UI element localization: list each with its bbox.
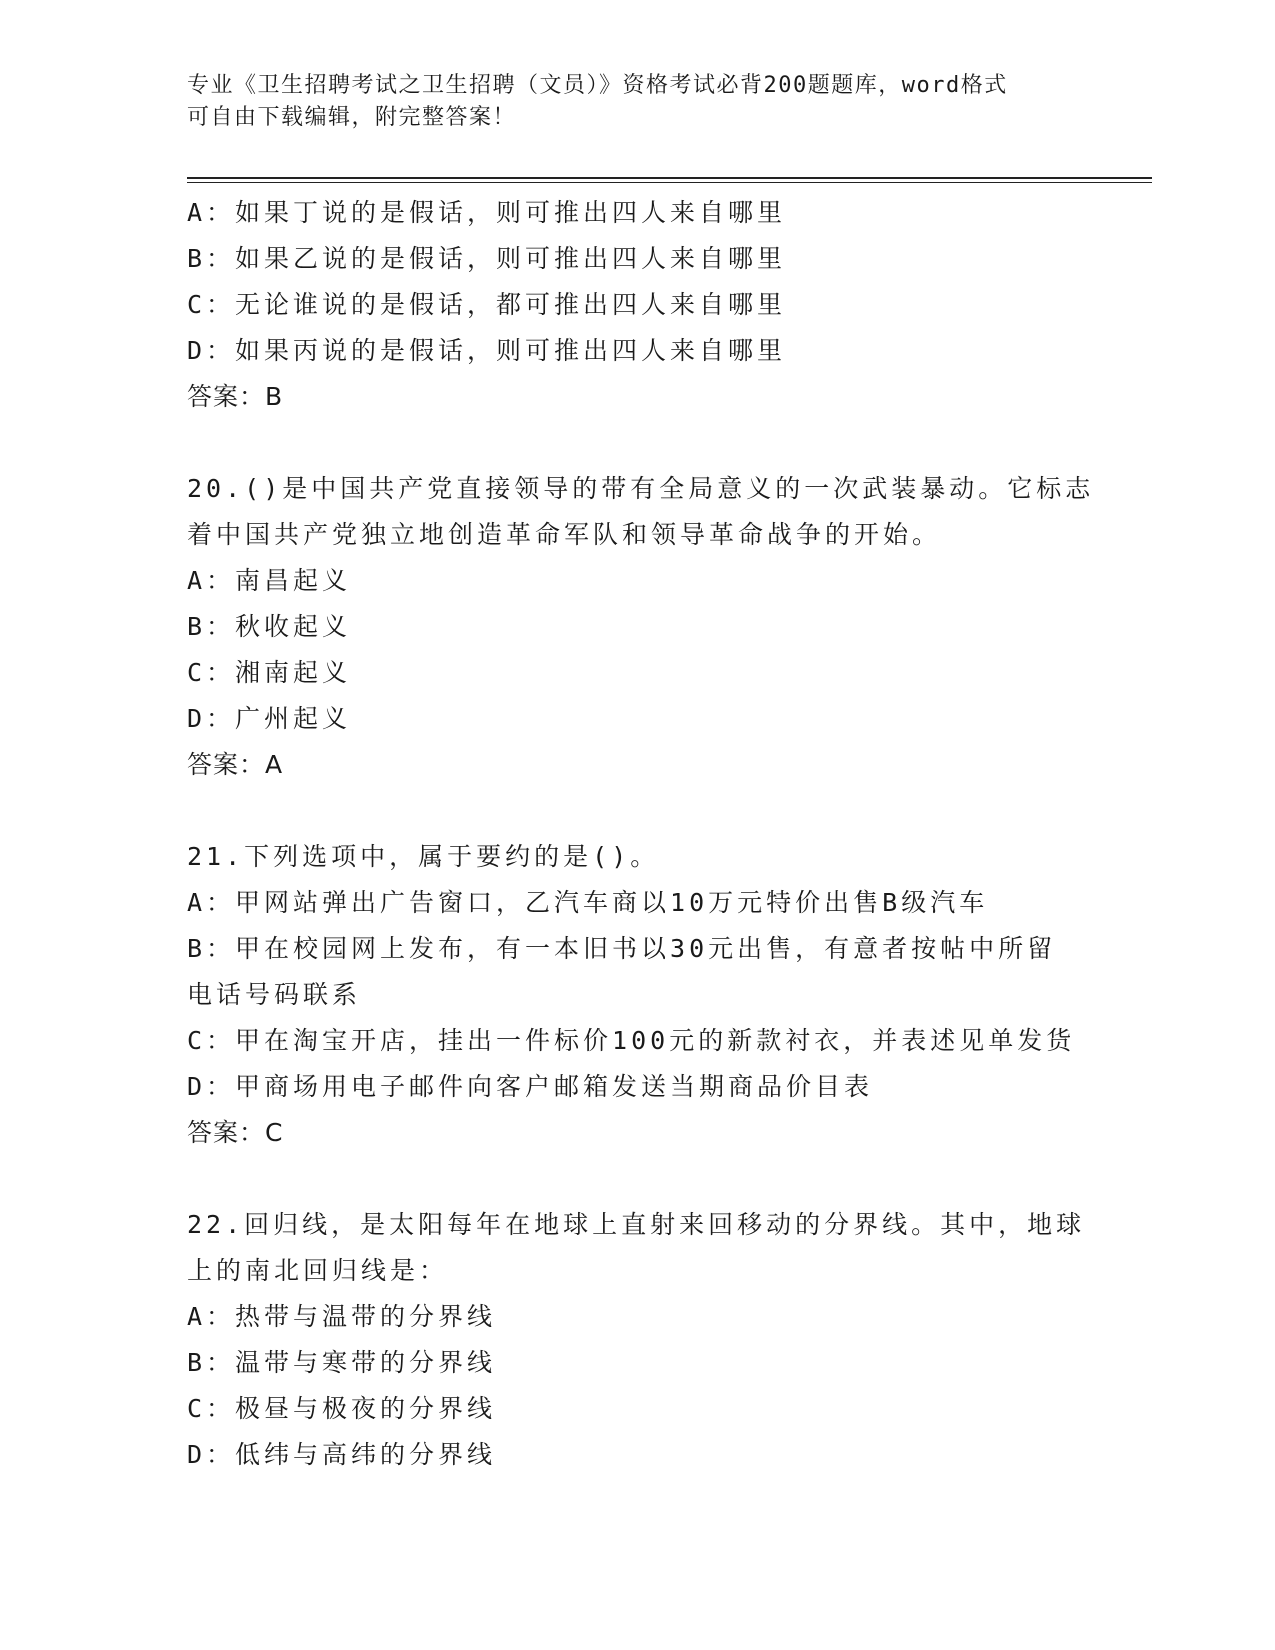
question-text: 着中国共产党独立地创造革命军队和领导革命战争的开始。: [187, 520, 942, 549]
question-list: [187, 190, 1095, 1478]
spacer: [187, 788, 1087, 834]
page-header: [187, 70, 1087, 134]
answer-line: 答案：B: [187, 382, 284, 411]
answer-line: 答案：A: [187, 750, 284, 779]
question-text: 21.下列选项中，属于要约的是()。: [187, 842, 660, 871]
question-block: [187, 1202, 1087, 1478]
question-text: 上的南北回归线是：: [187, 1256, 449, 1285]
header-divider-thin: [187, 182, 1152, 183]
option-line: B：甲在校园网上发布，有一本旧书以30元出售，有意者按帖中所留: [187, 934, 1057, 963]
question-text: 22.回归线，是太阳每年在地球上直射来回移动的分界线。其中，地球: [187, 1210, 1086, 1239]
spacer: [187, 1156, 1087, 1202]
spacer: [187, 420, 1087, 466]
option-line: 电话号码联系: [187, 980, 362, 1009]
question-block: [187, 466, 1095, 788]
option-line: A：如果丁说的是假话，则可推出四人来自哪里: [187, 198, 787, 227]
option-line: C：无论谁说的是假话，都可推出四人来自哪里: [187, 290, 787, 319]
option-line: A：甲网站弹出广告窗口，乙汽车商以10万元特价出售B级汽车: [187, 888, 989, 917]
question-block: [187, 834, 1087, 1156]
option-line: D：甲商场用电子邮件向客户邮箱发送当期商品价目表: [187, 1072, 874, 1101]
option-line: D：低纬与高纬的分界线: [187, 1440, 497, 1469]
option-line: D：如果丙说的是假话，则可推出四人来自哪里: [187, 336, 787, 365]
option-line: C：湘南起义: [187, 658, 352, 687]
option-line: A：南昌起义: [187, 566, 352, 595]
option-line: B：温带与寒带的分界线: [187, 1348, 497, 1377]
option-line: D：广州起义: [187, 704, 352, 733]
option-line: B：如果乙说的是假话，则可推出四人来自哪里: [187, 244, 787, 273]
option-line: A：热带与温带的分界线: [187, 1302, 497, 1331]
question-block: [187, 190, 1087, 420]
question-text: 20.()是中国共产党直接领导的带有全局意义的一次武装暴动。它标志: [187, 474, 1095, 503]
answer-line: 答案：C: [187, 1118, 284, 1147]
option-line: B：秋收起义: [187, 612, 352, 641]
header-divider-thick: [187, 177, 1152, 179]
option-line: C：极昼与极夜的分界线: [187, 1394, 497, 1423]
option-line: C：甲在淘宝开店，挂出一件标价100元的新款衬衣，并表述见单发货: [187, 1026, 1076, 1055]
header-title-line-2: 可自由下载编辑，附完整答案！: [187, 105, 517, 130]
header-title-line-1: 专业《卫生招聘考试之卫生招聘（文员）》资格考试必背200题题库，word格式: [187, 73, 1008, 98]
